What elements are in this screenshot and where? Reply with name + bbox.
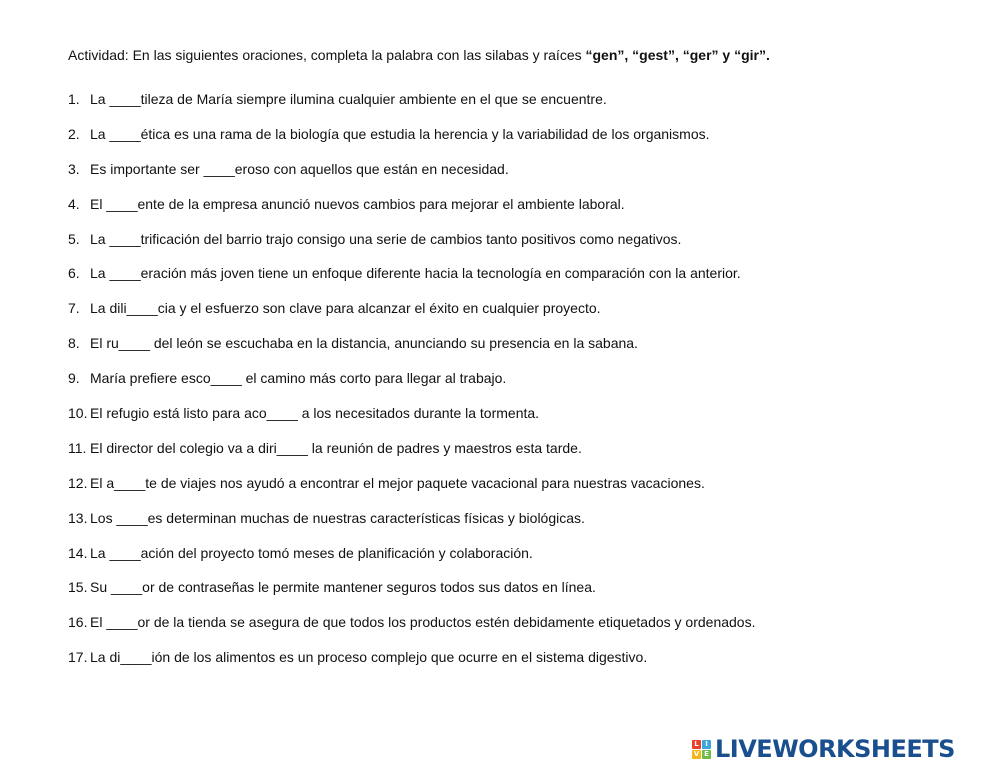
item-number: 17. [68, 649, 88, 666]
exercise-item [68, 369, 755, 404]
item-number: 15. [68, 579, 88, 596]
instructions-text: Actividad: En las siguientes oraciones, completa la palabra con las silabas y raíces [68, 47, 586, 63]
item-text: El ____or de la tienda se asegura de que todos los productos estén debidamente etiquetados y ordenados. [90, 614, 756, 631]
exercise-item [68, 125, 755, 160]
item-text: La di____ión de los alimentos es un proceso complejo que ocurre en el sistema digestivo. [90, 649, 648, 666]
exercise-item [68, 648, 755, 683]
item-text: La ____eración más joven tiene un enfoque diferente hacia la tecnología en comparación con la anterior. [90, 265, 741, 282]
item-number: 5. [68, 230, 80, 247]
item-text: La ____trificación del barrio trajo consigo una serie de cambios tanto positivos como negativos. [90, 230, 682, 247]
exercise-item [68, 439, 755, 474]
item-number: 12. [68, 474, 88, 491]
exercise-item [68, 544, 755, 579]
item-number: 10. [68, 405, 88, 422]
logo-tile-e: E [702, 750, 711, 759]
logo-mark-icon [692, 740, 711, 759]
item-text: El director del colegio va a diri____ la reunión de padres y maestros esta tarde. [90, 439, 582, 456]
item-text: María prefiere esco____ el camino más corto para llegar al trabajo. [90, 370, 507, 387]
item-number: 2. [68, 125, 80, 142]
logo-tile-l: L [692, 740, 701, 749]
exercise-item [68, 160, 755, 195]
item-number: 13. [68, 509, 88, 526]
item-number: 7. [68, 300, 80, 317]
exercise-item [68, 195, 755, 230]
item-text: Los ____es determinan muchas de nuestras características físicas y biológicas. [90, 509, 585, 526]
item-text: El a____te de viajes nos ayudó a encontrar el mejor paquete vacacional para nuestras vacaciones. [90, 474, 705, 491]
exercise-item [68, 404, 755, 439]
exercise-item [68, 613, 755, 648]
item-number: 11. [68, 439, 87, 456]
item-number: 16. [68, 614, 88, 631]
logo-tile-v: V [693, 749, 700, 758]
item-text: La ____ación del proyecto tomó meses de planificación y colaboración. [90, 544, 533, 561]
item-text: El refugio está listo para aco____ a los necesitados durante la tormenta. [90, 405, 540, 422]
exercise-item [68, 230, 755, 265]
item-text: El ____ente de la empresa anunció nuevos cambios para mejorar el ambiente laboral. [90, 195, 625, 212]
item-number: 6. [68, 265, 80, 282]
item-text: Es importante ser ____eroso con aquellos que están en necesidad. [90, 160, 509, 177]
item-number: 1. [68, 91, 80, 107]
liveworksheets-logo [692, 732, 955, 766]
exercise-item [68, 264, 755, 299]
exercise-item [68, 474, 755, 509]
item-number: 9. [68, 370, 80, 387]
item-number: 8. [68, 335, 80, 352]
item-text: La ____tileza de María siempre ilumina cualquier ambiente en el que se encuentre. [90, 91, 607, 107]
item-number: 14. [68, 544, 88, 561]
instructions-emphasis: “gen”, “gest”, “ger” y “gir”. [585, 47, 770, 63]
item-number: 3. [68, 160, 80, 177]
exercise-item [68, 334, 755, 369]
activity-instructions [68, 46, 968, 64]
exercise-item [68, 299, 755, 334]
item-text: La ____ética es una rama de la biología que estudia la herencia y la variabilidad de los organismos. [90, 125, 710, 142]
item-text: El ru____ del león se escuchaba en la distancia, anunciando su presencia en la sabana. [90, 335, 638, 352]
exercise-list [68, 90, 755, 683]
logo-tile-i: I [702, 740, 711, 749]
exercise-item [68, 509, 755, 544]
exercise-item [68, 90, 755, 125]
logo-text: LIVEWORKSHEETS [715, 735, 955, 763]
exercise-item [68, 578, 755, 613]
item-text: La dili____cia y el esfuerzo son clave para alcanzar el éxito en cualquier proyecto. [90, 300, 601, 317]
item-text: Su ____or de contraseñas le permite mantener seguros todos sus datos en línea. [90, 579, 596, 596]
item-number: 4. [68, 195, 80, 212]
